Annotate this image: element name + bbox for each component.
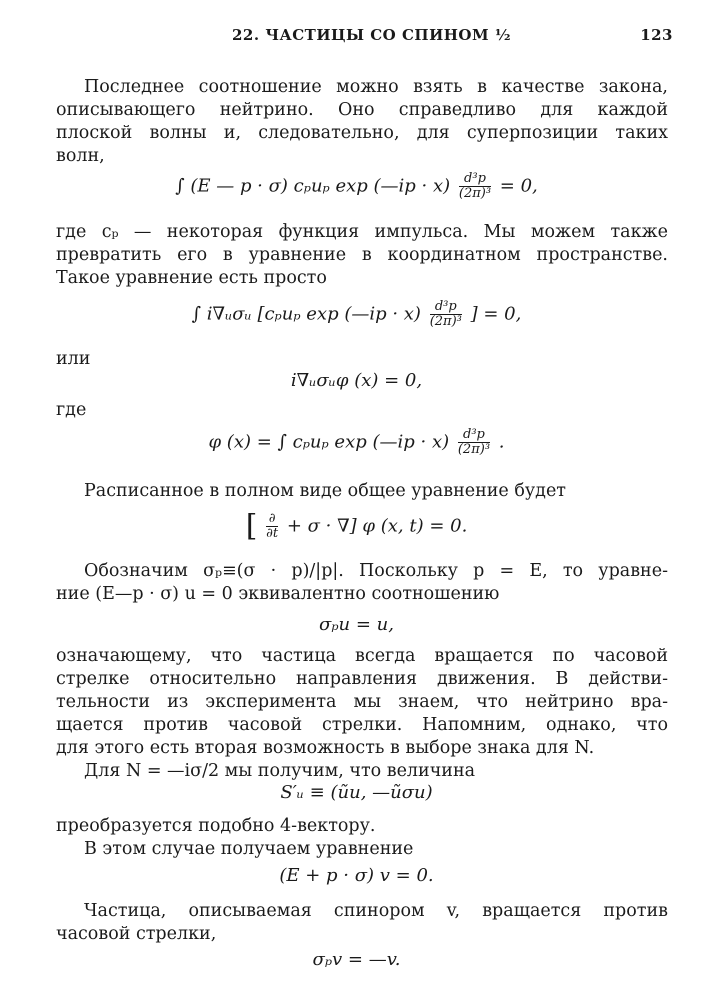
text-line: Последнее соотношение можно взять в качестве закона, — [84, 77, 668, 97]
paragraph-1 — [56, 76, 668, 168]
text-line: где cₚ — некоторая функция импульса. Мы можем также — [56, 222, 668, 242]
equation-7 — [0, 781, 713, 805]
text-line: ние (E—p · σ) u = 0 эквивалентно соотношению — [56, 584, 500, 604]
equation-2 — [0, 300, 713, 329]
text-line: описывающего нейтрино. Оно справедливо для каждой — [56, 100, 668, 120]
text-line: часовой стрелки, — [56, 924, 217, 944]
paragraph-3 — [56, 480, 668, 503]
equation-body: φ (x) = ∫ cₚuₚ exp (—ip · x) — [208, 431, 450, 453]
paragraph-4 — [56, 560, 668, 606]
equation-tail: = 0, — [499, 175, 538, 197]
equation-body: ∫ (E — p · σ) cₚuₚ exp (—ip · x) — [175, 175, 451, 197]
text-line: Такое уравнение есть просто — [56, 268, 327, 288]
bracket: [ — [245, 508, 258, 544]
text-line: превратить его в уравнение в координатном пространстве. — [56, 245, 668, 265]
numerator: d³p — [458, 428, 490, 443]
text-line: В этом случае получаем уравнение — [84, 839, 414, 859]
equation-8 — [0, 864, 713, 888]
numerator: ∂ — [266, 512, 278, 527]
equation-6 — [0, 613, 713, 637]
fraction — [458, 428, 490, 457]
equation-5 — [0, 508, 713, 544]
equation-body: ∫ i∇ᵤσᵤ [cₚuₚ exp (—ip · x) — [191, 303, 421, 325]
denominator: (2π)³ — [457, 442, 491, 457]
equation-body: σₚu = u, — [319, 614, 394, 635]
page-number: 123 — [640, 26, 673, 44]
text-line: тельности из эксперимента мы знаем, что нейтрино вра- — [56, 692, 668, 712]
equation-9 — [0, 948, 713, 972]
word-where: где — [56, 400, 87, 420]
text-line: преобразуется подобно 4-вектору. — [56, 816, 376, 836]
equation-4 — [0, 428, 713, 457]
denominator: ∂t — [266, 526, 279, 541]
word-or: или — [56, 349, 91, 369]
text-line: Для N = —iσ/2 мы получим, что величина — [84, 761, 476, 781]
fraction — [459, 172, 491, 201]
denominator: (2π)³ — [458, 186, 492, 201]
denominator: (2π)³ — [429, 314, 462, 329]
equation-1 — [0, 172, 713, 201]
equation-body: σₚv = —v. — [312, 949, 401, 970]
text-line: Расписанное в полном виде общее уравнение будет — [84, 481, 566, 501]
paragraph-7 — [56, 900, 668, 946]
text-line: означающему, что частица всегда вращается по часовой — [56, 646, 668, 666]
paragraph-6 — [56, 815, 668, 861]
equation-body: S′ᵤ ≡ (ũu, —ũσu) — [280, 782, 433, 803]
fraction — [430, 300, 462, 329]
equation-tail: ] = 0, — [470, 303, 522, 325]
equation-tail: . — [498, 431, 505, 453]
text-line: волн, — [56, 146, 105, 166]
text-line: стрелке относительно направления движения. В действи- — [56, 669, 668, 689]
numerator: d³p — [459, 172, 491, 187]
text-line: плоской волны и, следовательно, для суперпозиции таких — [56, 123, 668, 143]
equation-body: (E + p · σ) v = 0. — [279, 865, 434, 886]
text-line: щается против часовой стрелки. Напомним, однако, что — [56, 715, 668, 735]
chapter-title: 22. ЧАСТИЦЫ СО СПИНОМ ½ — [232, 26, 511, 44]
equation-body: + σ · ∇] φ (x, t) = 0. — [286, 515, 468, 537]
text-line: Обозначим σₚ≡(σ · p)/|p|. Поскольку p = E, то уравне- — [84, 561, 668, 581]
paragraph-5 — [56, 645, 668, 783]
text-line: для этого есть вторая возможность в выборе знака для N. — [56, 738, 595, 758]
paragraph-2 — [56, 221, 668, 290]
equation-body: i∇ᵤσᵤφ (x) = 0, — [290, 370, 423, 391]
fraction — [266, 512, 278, 541]
equation-3 — [0, 369, 713, 393]
running-header — [60, 26, 673, 50]
numerator: d³p — [430, 300, 462, 315]
text-line: Частица, описываемая спинором v, вращается против — [84, 901, 668, 921]
